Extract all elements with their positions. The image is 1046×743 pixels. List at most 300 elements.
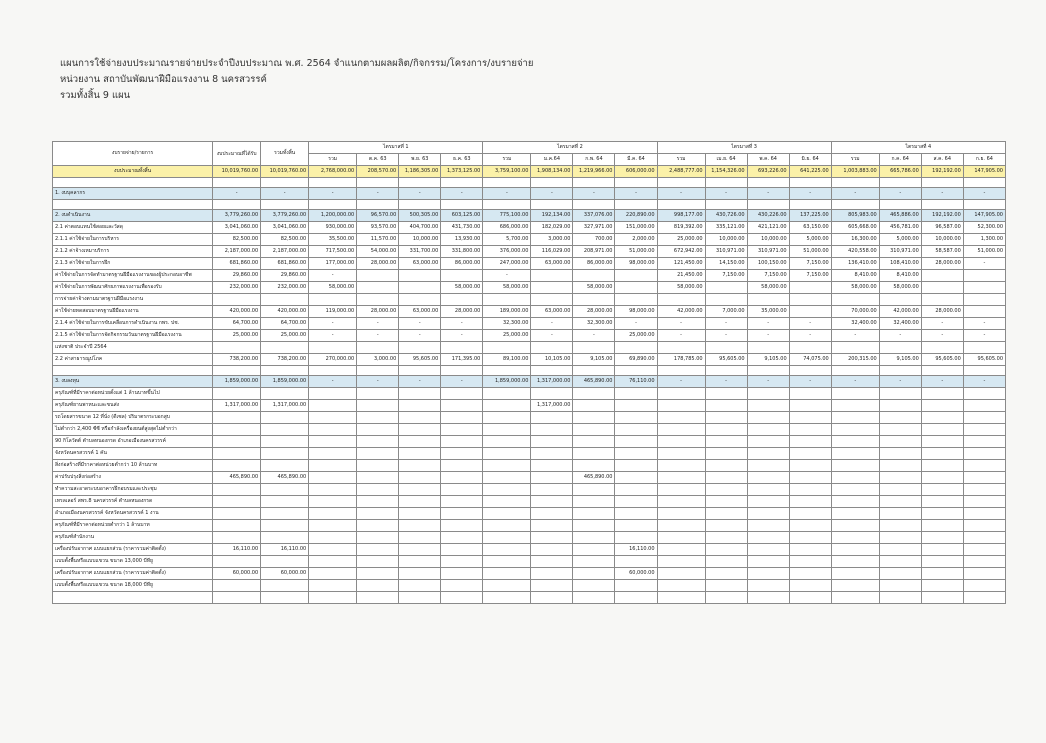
amount-cell: - — [309, 270, 357, 282]
amount-cell: 681,860.00 — [213, 258, 261, 270]
table-row — [53, 210, 1006, 222]
amount-cell — [309, 580, 357, 592]
amount-cell — [261, 508, 309, 520]
row-label: 2. งบดำเนินงาน — [53, 210, 213, 222]
amount-cell — [261, 592, 309, 604]
amount-cell: 1,219,966.00 — [573, 166, 615, 178]
amount-cell: 465,890.00 — [573, 376, 615, 388]
amount-cell: - — [261, 188, 309, 200]
amount-cell: 121,450.00 — [657, 258, 705, 270]
amount-cell: 51,000.00 — [789, 246, 831, 258]
amount-cell — [921, 484, 963, 496]
amount-cell — [657, 388, 705, 400]
amount-cell: 2,187,000.00 — [213, 246, 261, 258]
table-row — [53, 484, 1006, 496]
amount-cell — [441, 460, 483, 472]
amount-cell — [831, 436, 879, 448]
amount-cell — [309, 472, 357, 484]
month-header: มี.ค. 64 — [615, 154, 657, 166]
amount-cell — [789, 178, 831, 188]
amount-cell — [657, 460, 705, 472]
amount-cell — [963, 532, 1005, 544]
amount-cell: - — [441, 376, 483, 388]
amount-cell: - — [441, 330, 483, 342]
amount-cell — [531, 484, 573, 496]
month-header: ต.ค. 63 — [357, 154, 399, 166]
amount-cell — [573, 580, 615, 592]
amount-cell: 3,041,060.00 — [261, 222, 309, 234]
amount-cell — [531, 424, 573, 436]
amount-cell — [789, 520, 831, 532]
amount-cell — [573, 200, 615, 210]
month-header: ก.ย. 64 — [963, 154, 1005, 166]
amount-cell — [879, 460, 921, 472]
row-label: 2.1.1 ค่าใช้จ่ายในการบริหาร — [53, 234, 213, 246]
amount-cell: - — [357, 318, 399, 330]
amount-cell — [357, 496, 399, 508]
amount-cell: 10,019,760.00 — [213, 166, 261, 178]
amount-cell: 70,000.00 — [831, 306, 879, 318]
amount-cell: 16,110.00 — [615, 544, 657, 556]
amount-cell — [357, 400, 399, 412]
amount-cell — [747, 556, 789, 568]
amount-cell — [399, 580, 441, 592]
amount-cell — [399, 484, 441, 496]
amount-cell — [705, 496, 747, 508]
table-row — [53, 556, 1006, 568]
amount-cell — [657, 496, 705, 508]
amount-cell — [789, 556, 831, 568]
amount-cell — [963, 460, 1005, 472]
amount-cell — [789, 532, 831, 544]
amount-cell — [441, 270, 483, 282]
amount-cell: - — [615, 188, 657, 200]
amount-cell: 95,605.00 — [963, 354, 1005, 366]
amount-cell — [615, 508, 657, 520]
table-row — [53, 294, 1006, 306]
amount-cell — [747, 472, 789, 484]
amount-cell: 28,000.00 — [573, 306, 615, 318]
row-label: 1. งบบุคลากร — [53, 188, 213, 200]
amount-cell — [747, 532, 789, 544]
amount-cell: 10,000.00 — [747, 234, 789, 246]
amount-cell — [213, 178, 261, 188]
amount-cell — [357, 294, 399, 306]
amount-cell — [531, 178, 573, 188]
amount-cell: 63,000.00 — [399, 306, 441, 318]
amount-cell — [399, 532, 441, 544]
amount-cell — [963, 178, 1005, 188]
amount-cell — [357, 484, 399, 496]
amount-cell — [399, 448, 441, 460]
amount-cell: 310,971.00 — [879, 246, 921, 258]
amount-cell — [831, 388, 879, 400]
amount-cell — [399, 472, 441, 484]
amount-cell — [573, 544, 615, 556]
amount-cell — [963, 436, 1005, 448]
amount-cell: 7,150.00 — [705, 270, 747, 282]
amount-cell — [657, 424, 705, 436]
amount-cell — [789, 580, 831, 592]
amount-cell: 9,105.00 — [573, 354, 615, 366]
amount-cell: 2,768,000.00 — [309, 166, 357, 178]
amount-cell: 69,890.00 — [615, 354, 657, 366]
amount-cell — [309, 484, 357, 496]
amount-cell: 430,226.00 — [747, 210, 789, 222]
amount-cell — [831, 460, 879, 472]
amount-cell: 95,605.00 — [399, 354, 441, 366]
amount-cell: 13,930.00 — [441, 234, 483, 246]
amount-cell — [309, 508, 357, 520]
amount-cell: - — [747, 318, 789, 330]
amount-cell: 775,100.00 — [483, 210, 531, 222]
amount-cell — [483, 520, 531, 532]
month-header: ส.ค. 64 — [921, 154, 963, 166]
amount-cell — [747, 520, 789, 532]
table-row — [53, 544, 1006, 556]
amount-cell: 310,971.00 — [747, 246, 789, 258]
amount-cell — [921, 412, 963, 424]
amount-cell — [261, 532, 309, 544]
amount-cell: 89,100.00 — [483, 354, 531, 366]
amount-cell — [357, 436, 399, 448]
amount-cell — [963, 508, 1005, 520]
amount-cell: - — [309, 188, 357, 200]
amount-cell — [357, 460, 399, 472]
amount-cell: 95,605.00 — [921, 354, 963, 366]
amount-cell — [879, 580, 921, 592]
row-label: อำเภอเมืองนครสวรรค์ จังหวัดนครสวรรค์ 1 งาน — [53, 508, 213, 520]
amount-cell: 3,779,260.00 — [213, 210, 261, 222]
amount-cell — [831, 472, 879, 484]
amount-cell: 82,500.00 — [261, 234, 309, 246]
amount-cell — [213, 294, 261, 306]
amount-cell — [831, 484, 879, 496]
table-row — [53, 460, 1006, 472]
amount-cell — [657, 532, 705, 544]
amount-cell — [747, 294, 789, 306]
amount-cell — [657, 294, 705, 306]
table-row — [53, 258, 1006, 270]
row-label — [53, 178, 213, 188]
amount-cell: 465,890.00 — [261, 472, 309, 484]
amount-cell: 182,029.00 — [531, 222, 573, 234]
amount-cell: 310,971.00 — [705, 246, 747, 258]
amount-cell — [615, 580, 657, 592]
amount-cell — [657, 448, 705, 460]
amount-cell — [789, 400, 831, 412]
amount-cell — [213, 388, 261, 400]
amount-cell: - — [747, 188, 789, 200]
amount-cell: 232,000.00 — [261, 282, 309, 294]
amount-cell: - — [705, 318, 747, 330]
amount-cell — [573, 342, 615, 354]
amount-cell — [705, 366, 747, 376]
amount-cell — [483, 424, 531, 436]
amount-cell — [531, 412, 573, 424]
amount-cell — [963, 556, 1005, 568]
amount-cell — [705, 200, 747, 210]
amount-cell — [573, 388, 615, 400]
amount-cell — [213, 532, 261, 544]
table-row — [53, 188, 1006, 200]
amount-cell: 28,000.00 — [921, 258, 963, 270]
amount-cell: 327,971.00 — [573, 222, 615, 234]
amount-cell — [441, 472, 483, 484]
amount-cell — [441, 568, 483, 580]
amount-cell: 29,860.00 — [213, 270, 261, 282]
amount-cell — [921, 508, 963, 520]
amount-cell — [705, 412, 747, 424]
amount-cell — [441, 496, 483, 508]
amount-cell — [879, 366, 921, 376]
amount-cell — [789, 484, 831, 496]
amount-cell: 208,971.00 — [573, 246, 615, 258]
amount-cell: - — [921, 188, 963, 200]
month-header: พ.ค. 64 — [747, 154, 789, 166]
amount-cell — [879, 388, 921, 400]
amount-cell — [615, 178, 657, 188]
amount-cell — [441, 366, 483, 376]
amount-cell — [747, 508, 789, 520]
amount-cell: 605,668.00 — [831, 222, 879, 234]
amount-cell — [615, 366, 657, 376]
amount-cell — [747, 448, 789, 460]
amount-cell — [615, 400, 657, 412]
amount-cell — [399, 294, 441, 306]
amount-cell: - — [657, 330, 705, 342]
amount-cell — [705, 544, 747, 556]
amount-cell: 177,000.00 — [309, 258, 357, 270]
amount-cell — [483, 178, 531, 188]
amount-cell — [657, 400, 705, 412]
amount-cell: - — [357, 376, 399, 388]
amount-cell — [705, 282, 747, 294]
amount-cell — [261, 580, 309, 592]
amount-cell: - — [921, 330, 963, 342]
amount-cell: 693,226.00 — [747, 166, 789, 178]
amount-cell — [261, 436, 309, 448]
amount-cell: - — [963, 188, 1005, 200]
amount-cell — [399, 496, 441, 508]
amount-cell — [261, 484, 309, 496]
amount-cell — [657, 472, 705, 484]
amount-cell: 208,570.00 — [357, 166, 399, 178]
amount-cell — [531, 520, 573, 532]
amount-cell — [789, 412, 831, 424]
amount-cell: 16,110.00 — [213, 544, 261, 556]
amount-cell — [747, 400, 789, 412]
amount-cell — [789, 496, 831, 508]
amount-cell — [441, 388, 483, 400]
amount-cell: 192,134.00 — [531, 210, 573, 222]
amount-cell — [483, 400, 531, 412]
amount-cell — [615, 412, 657, 424]
amount-cell: 7,150.00 — [789, 270, 831, 282]
amount-cell: - — [657, 318, 705, 330]
amount-cell: 1,317,000.00 — [531, 400, 573, 412]
amount-cell — [657, 178, 705, 188]
amount-cell — [789, 424, 831, 436]
amount-cell — [261, 294, 309, 306]
amount-cell: 14,150.00 — [705, 258, 747, 270]
amount-cell: - — [399, 188, 441, 200]
amount-cell — [615, 556, 657, 568]
amount-cell: 76,110.00 — [615, 376, 657, 388]
amount-cell — [309, 532, 357, 544]
amount-cell — [615, 200, 657, 210]
amount-cell — [441, 484, 483, 496]
amount-cell — [573, 484, 615, 496]
amount-cell — [441, 532, 483, 544]
table-row — [53, 282, 1006, 294]
amount-cell — [399, 282, 441, 294]
amount-cell — [531, 436, 573, 448]
month-header: รวม — [831, 154, 879, 166]
amount-cell — [789, 282, 831, 294]
table-row — [53, 200, 1006, 210]
amount-cell — [357, 424, 399, 436]
amount-cell — [921, 580, 963, 592]
table-row — [53, 568, 1006, 580]
amount-cell — [879, 592, 921, 604]
amount-cell: - — [573, 330, 615, 342]
amount-cell — [357, 580, 399, 592]
amount-cell — [879, 568, 921, 580]
amount-cell: 1,859,000.00 — [261, 376, 309, 388]
row-label: 3. งบลงทุน — [53, 376, 213, 388]
amount-cell — [615, 342, 657, 354]
amount-cell — [831, 532, 879, 544]
amount-cell: - — [705, 330, 747, 342]
amount-cell — [879, 178, 921, 188]
amount-cell — [399, 508, 441, 520]
amount-cell — [399, 178, 441, 188]
amount-cell: 2,488,777.00 — [657, 166, 705, 178]
amount-cell: 1,373,125.00 — [441, 166, 483, 178]
amount-cell — [657, 436, 705, 448]
amount-cell: 1,859,000.00 — [483, 376, 531, 388]
amount-cell — [705, 436, 747, 448]
amount-cell — [441, 178, 483, 188]
amount-cell: 58,000.00 — [879, 282, 921, 294]
amount-cell: 5,000.00 — [789, 234, 831, 246]
amount-cell — [705, 448, 747, 460]
amount-cell — [483, 472, 531, 484]
amount-cell: 95,605.00 — [705, 354, 747, 366]
amount-cell — [615, 294, 657, 306]
amount-cell: 1,908,134.00 — [531, 166, 573, 178]
amount-cell: 58,587.00 — [921, 246, 963, 258]
amount-cell: 51,000.00 — [963, 246, 1005, 258]
amount-cell — [357, 592, 399, 604]
amount-cell — [573, 400, 615, 412]
amount-cell — [531, 568, 573, 580]
amount-cell: 178,785.00 — [657, 354, 705, 366]
header-row-top — [53, 142, 1006, 154]
amount-cell — [789, 342, 831, 354]
amount-cell — [789, 366, 831, 376]
amount-cell: 220,890.00 — [615, 210, 657, 222]
amount-cell — [441, 412, 483, 424]
amount-cell — [399, 388, 441, 400]
amount-cell: 331,800.00 — [441, 246, 483, 258]
amount-cell — [261, 448, 309, 460]
amount-cell: 10,019,760.00 — [261, 166, 309, 178]
month-header: รวม — [309, 154, 357, 166]
amount-cell — [831, 556, 879, 568]
amount-cell: 270,000.00 — [309, 354, 357, 366]
amount-cell — [483, 388, 531, 400]
amount-cell: 16,300.00 — [831, 234, 879, 246]
amount-cell: 7,000.00 — [705, 306, 747, 318]
amount-cell: 404,700.00 — [399, 222, 441, 234]
amount-cell — [963, 270, 1005, 282]
amount-cell: 11,570.00 — [357, 234, 399, 246]
amount-cell — [309, 592, 357, 604]
amount-cell: 641,225.00 — [789, 166, 831, 178]
amount-cell: 465,886.00 — [879, 210, 921, 222]
amount-cell — [483, 508, 531, 520]
amount-cell — [963, 424, 1005, 436]
amount-cell: - — [879, 188, 921, 200]
amount-cell: 60,000.00 — [261, 568, 309, 580]
amount-cell: 189,000.00 — [483, 306, 531, 318]
amount-cell — [573, 508, 615, 520]
amount-cell — [879, 472, 921, 484]
table-row — [53, 496, 1006, 508]
amount-cell — [441, 200, 483, 210]
amount-cell: 7,150.00 — [789, 258, 831, 270]
row-label: เครื่องปรับอากาศ แบบแยกส่วน (ราคารวมค่าติดตั้ง) — [53, 568, 213, 580]
amount-cell: 25,000.00 — [615, 330, 657, 342]
amount-cell — [615, 460, 657, 472]
table-row — [53, 388, 1006, 400]
amount-cell — [615, 436, 657, 448]
amount-cell — [573, 460, 615, 472]
amount-cell — [357, 568, 399, 580]
amount-cell: 64,700.00 — [261, 318, 309, 330]
amount-cell — [309, 366, 357, 376]
amount-cell — [399, 424, 441, 436]
amount-cell: 247,000.00 — [483, 258, 531, 270]
amount-cell — [747, 436, 789, 448]
amount-cell — [441, 400, 483, 412]
amount-cell — [531, 200, 573, 210]
amount-cell — [831, 592, 879, 604]
amount-cell — [309, 520, 357, 532]
amount-cell — [261, 520, 309, 532]
amount-cell — [921, 520, 963, 532]
amount-cell — [657, 592, 705, 604]
amount-cell: - — [879, 376, 921, 388]
amount-cell: 60,000.00 — [213, 568, 261, 580]
amount-cell — [747, 544, 789, 556]
amount-cell — [879, 200, 921, 210]
amount-cell: 35,500.00 — [309, 234, 357, 246]
amount-cell: 421,121.00 — [747, 222, 789, 234]
amount-cell — [213, 580, 261, 592]
row-label: ไม่ต่ำกว่า 2,400 ซีซี หรือกำลังเครื่องยนต์สูงสุดไม่ต่ำกว่า — [53, 424, 213, 436]
amount-cell — [441, 508, 483, 520]
amount-cell — [309, 496, 357, 508]
amount-cell: 1,859,000.00 — [213, 376, 261, 388]
amount-cell — [831, 366, 879, 376]
amount-cell: - — [705, 376, 747, 388]
table-row — [53, 234, 1006, 246]
row-label: ค่าปรับปรุงสิ่งก่อสร้าง — [53, 472, 213, 484]
amount-cell — [831, 412, 879, 424]
